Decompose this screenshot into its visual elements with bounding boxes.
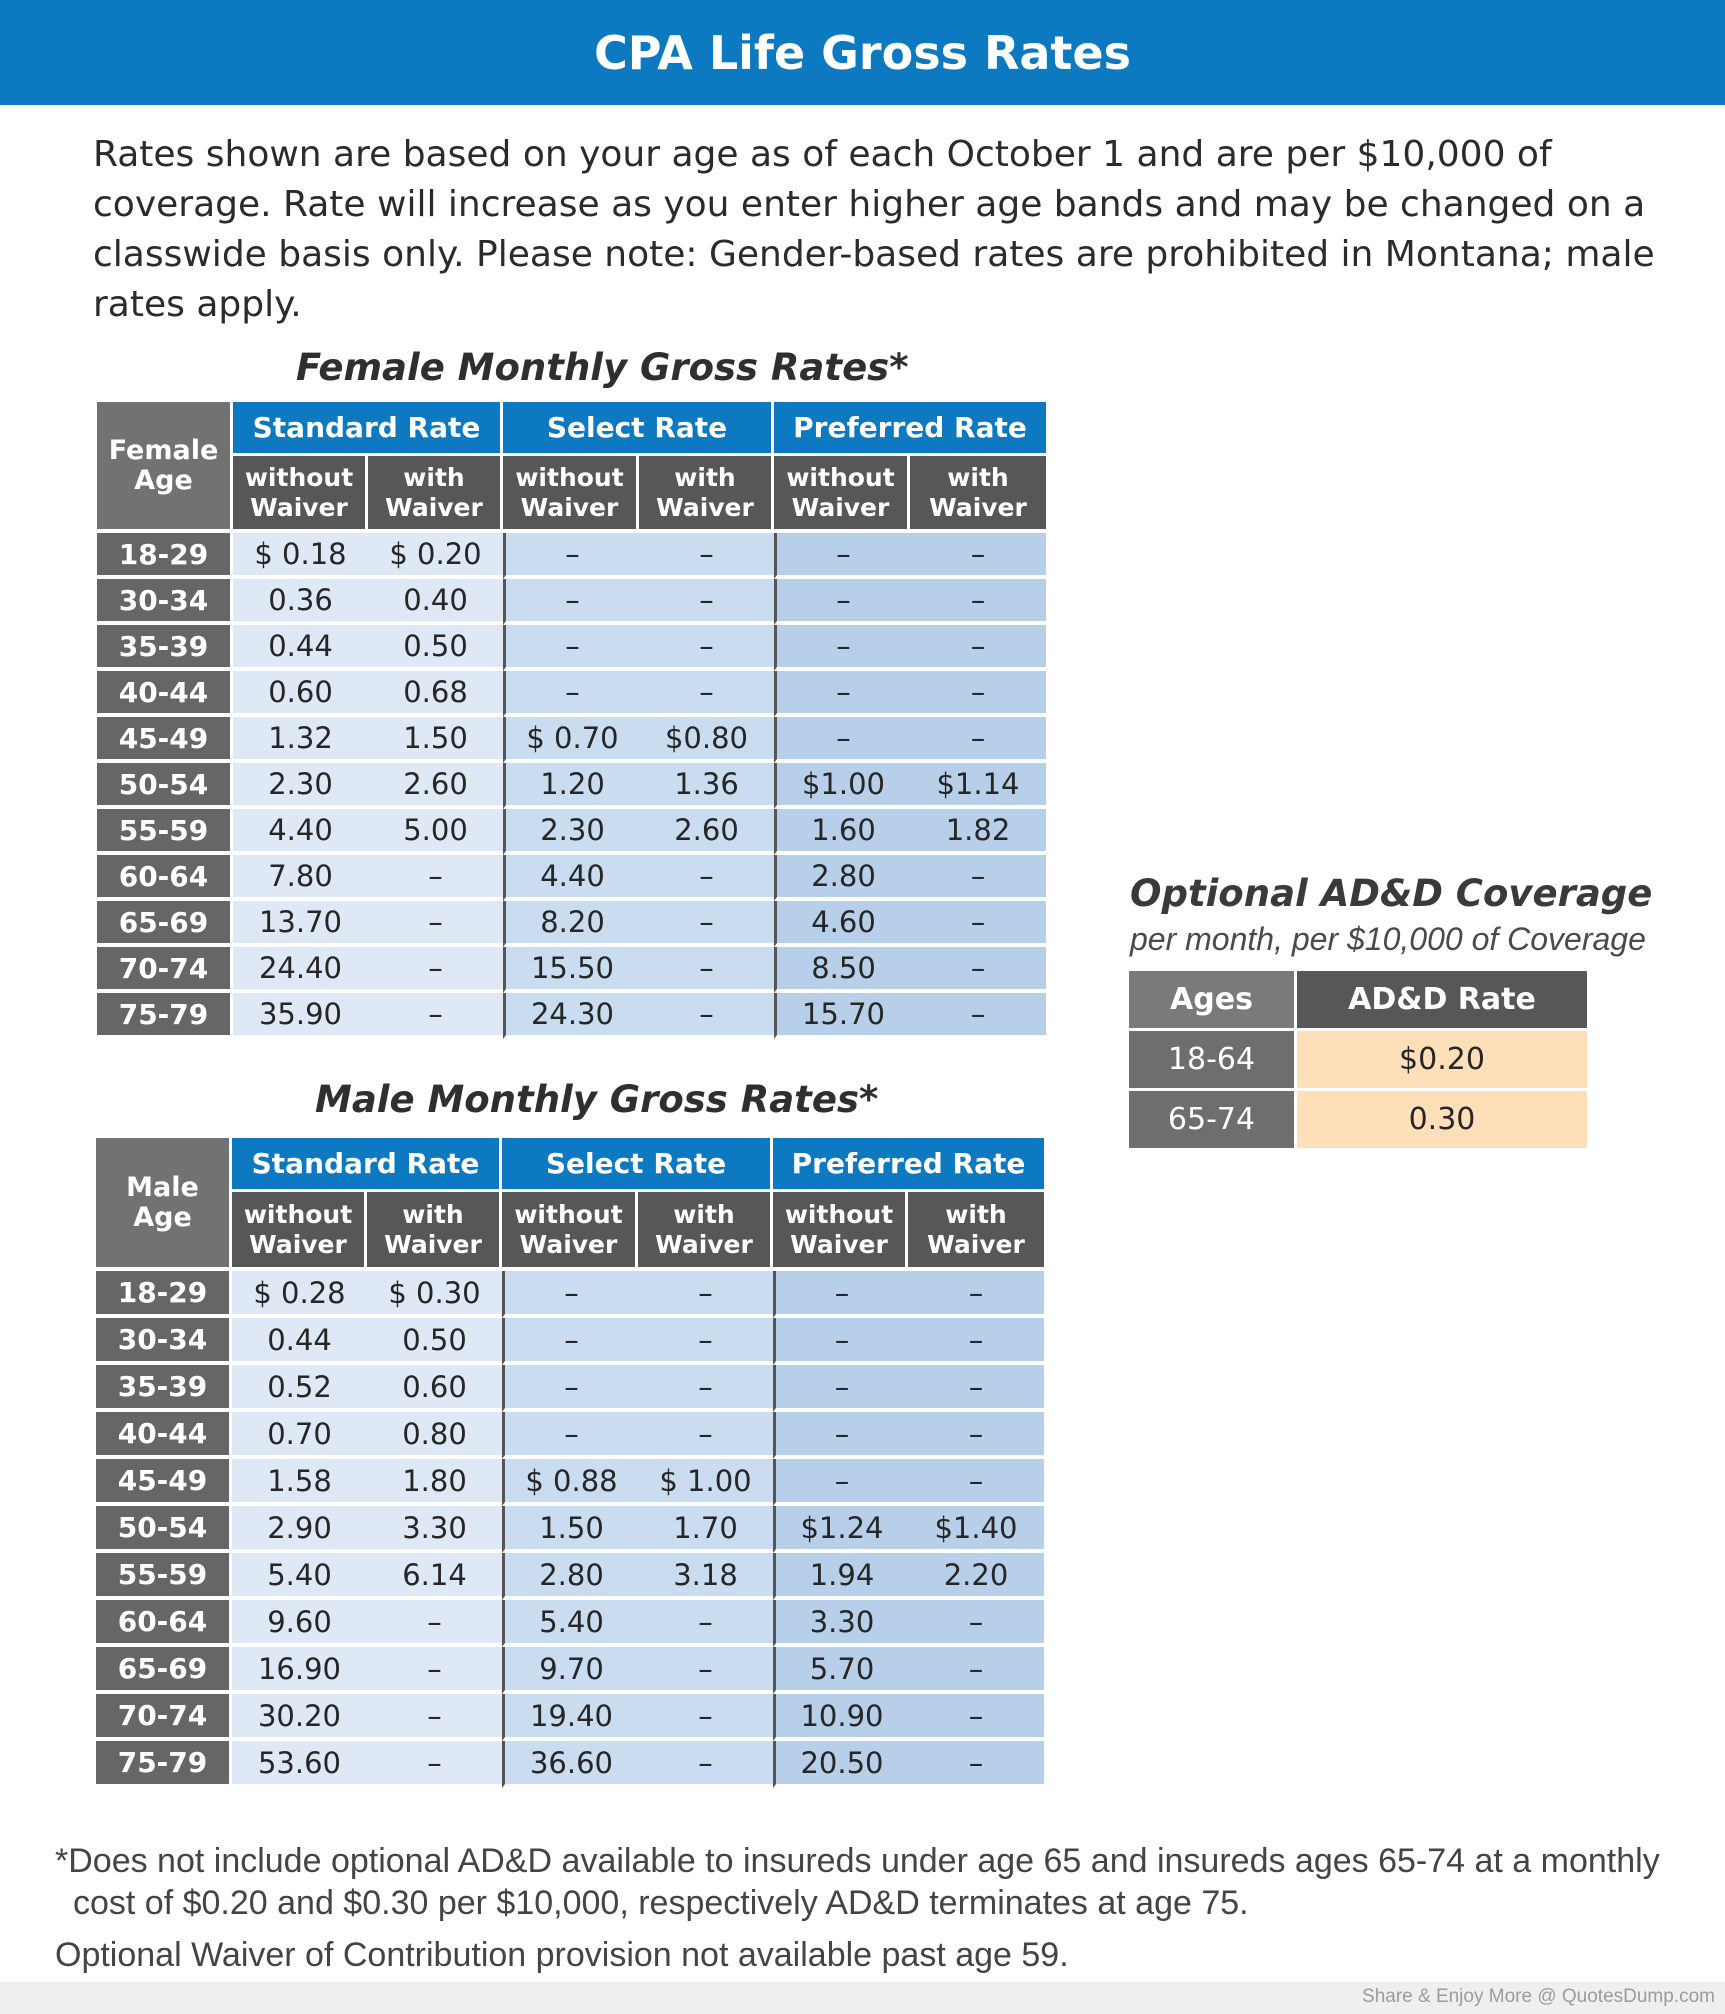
sub-header-standard-without — [233, 456, 368, 533]
rate-cell-preferred-without: 20.50 — [773, 1741, 908, 1788]
rate-cell-select-with: – — [638, 1412, 773, 1459]
rate-cell-standard-without: 2.90 — [232, 1506, 367, 1553]
sub-header-line: with — [945, 1199, 1007, 1229]
rate-cell-preferred-with: – — [908, 1412, 1044, 1459]
sub-header-standard-with — [367, 1192, 502, 1271]
rate-cell-preferred-with: – — [908, 1459, 1044, 1506]
add-age-cell: 65-74 — [1129, 1091, 1297, 1151]
rate-cell-standard-with: – — [368, 993, 503, 1039]
female-table-body — [97, 533, 1046, 1039]
sub-header-select-without — [502, 1192, 638, 1271]
rate-cell-preferred-with: – — [908, 1271, 1044, 1318]
table-row — [97, 717, 1046, 763]
rate-cell-select-without: 4.40 — [503, 855, 639, 901]
rate-cell-preferred-without: 15.70 — [774, 993, 910, 1039]
rate-cell-standard-without: 0.44 — [232, 1318, 367, 1365]
sub-header-preferred-with — [908, 1192, 1044, 1271]
add-coverage-title: Optional AD&D Coverage — [1130, 872, 1653, 915]
table-row — [97, 671, 1046, 717]
table-row — [96, 1741, 1044, 1788]
rate-cell-standard-with: – — [368, 901, 503, 947]
rate-cell-preferred-with: – — [910, 901, 1046, 947]
rate-cell-standard-without: 0.36 — [233, 579, 368, 625]
rate-cell-preferred-with: – — [908, 1647, 1044, 1694]
rate-cell-standard-with: 0.60 — [367, 1365, 502, 1412]
rate-cell-select-without: – — [502, 1271, 638, 1318]
rate-cell-select-without: – — [502, 1365, 638, 1412]
rate-cell-standard-with: – — [367, 1694, 502, 1741]
rate-cell-select-without: 1.20 — [503, 763, 639, 809]
rate-cell-standard-without: 1.58 — [232, 1459, 367, 1506]
table-row — [97, 625, 1046, 671]
sub-header-line: without — [784, 1199, 894, 1229]
standard-rate-header: Standard Rate — [232, 1138, 502, 1192]
page-title: CPA Life Gross Rates — [593, 25, 1132, 80]
sub-header-select-without — [503, 456, 639, 533]
rate-cell-select-with: – — [638, 1271, 773, 1318]
age-band-cell: 30-34 — [97, 579, 233, 625]
sub-header-preferred-without — [773, 1192, 908, 1271]
rate-cell-select-without: 36.60 — [502, 1741, 638, 1788]
table-row — [96, 1694, 1044, 1741]
age-header-line-2: Age — [134, 464, 193, 496]
age-band-cell: 75-79 — [97, 993, 233, 1039]
age-band-cell: 35-39 — [97, 625, 233, 671]
rate-cell-select-without: $ 0.70 — [503, 717, 639, 763]
age-band-cell: 35-39 — [96, 1365, 232, 1412]
footnote-add: *Does not include optional AD&D available to insureds under age 65 and insureds ages 65-74 at a monthly cost of $0.20 and $0.30 per $10,000, respectively AD&D terminates at age 75. — [55, 1842, 1660, 1922]
rate-cell-select-without: $ 0.88 — [502, 1459, 638, 1506]
age-column-header — [97, 402, 233, 533]
rate-cell-standard-without: 16.90 — [232, 1647, 367, 1694]
rate-cell-select-without: – — [503, 533, 639, 579]
sub-header-line: without — [244, 462, 354, 492]
rate-cell-select-with: – — [639, 625, 774, 671]
table-row — [96, 1553, 1044, 1600]
sub-header-line: without — [243, 1199, 353, 1229]
page-title-banner — [0, 0, 1725, 105]
table-row — [96, 1647, 1044, 1694]
male-table-title: Male Monthly Gross Rates* — [315, 1078, 879, 1121]
rate-cell-standard-without: 30.20 — [232, 1694, 367, 1741]
rate-cell-select-with: – — [638, 1318, 773, 1365]
rate-cell-select-without: – — [503, 579, 639, 625]
rate-cell-standard-without: 7.80 — [233, 855, 368, 901]
rate-cell-preferred-with: – — [910, 625, 1046, 671]
sub-header-preferred-without — [774, 456, 910, 533]
rate-cell-preferred-with: – — [908, 1694, 1044, 1741]
age-band-cell: 55-59 — [97, 809, 233, 855]
table-row — [96, 1600, 1044, 1647]
rate-cell-standard-with: $ 0.20 — [368, 533, 503, 579]
rate-cell-standard-with: 6.14 — [367, 1553, 502, 1600]
age-band-cell: 30-34 — [96, 1318, 232, 1365]
table-row — [97, 809, 1046, 855]
rate-cell-preferred-with: – — [910, 717, 1046, 763]
rate-cell-standard-with: – — [368, 855, 503, 901]
rate-cell-preferred-without: – — [774, 625, 910, 671]
add-rate-header: AD&D Rate — [1297, 971, 1587, 1031]
rate-cell-select-with: – — [639, 533, 774, 579]
table-row — [97, 855, 1046, 901]
rate-cell-standard-with: 0.50 — [367, 1318, 502, 1365]
rate-cell-standard-with: $ 0.30 — [367, 1271, 502, 1318]
age-band-cell: 50-54 — [97, 763, 233, 809]
age-band-cell: 60-64 — [96, 1600, 232, 1647]
rate-cell-preferred-without: – — [773, 1365, 908, 1412]
rate-cell-standard-without: 0.60 — [233, 671, 368, 717]
rate-cell-preferred-without: 3.30 — [773, 1600, 908, 1647]
rate-cell-select-with: – — [638, 1741, 773, 1788]
rate-cell-preferred-with: $1.14 — [910, 763, 1046, 809]
sub-header-line: Waiver — [249, 1229, 347, 1259]
sub-header-line: with — [947, 462, 1009, 492]
table-row — [1129, 1091, 1587, 1151]
table-row — [97, 533, 1046, 579]
sub-header-line: Waiver — [250, 492, 348, 522]
sub-header-line: with — [403, 462, 465, 492]
rate-cell-preferred-without: $1.24 — [773, 1506, 908, 1553]
rate-cell-preferred-with: – — [908, 1365, 1044, 1412]
sub-header-line: with — [674, 462, 736, 492]
table-row — [97, 579, 1046, 625]
rate-cell-select-without: 8.20 — [503, 901, 639, 947]
rate-cell-preferred-with: – — [910, 855, 1046, 901]
rate-cell-select-with: – — [639, 855, 774, 901]
rate-cell-standard-with: – — [367, 1647, 502, 1694]
rate-cell-preferred-without: – — [774, 533, 910, 579]
rate-cell-preferred-with: – — [910, 671, 1046, 717]
rate-cell-standard-with: 0.80 — [367, 1412, 502, 1459]
rate-cell-standard-without: 5.40 — [232, 1553, 367, 1600]
table-row — [97, 763, 1046, 809]
age-band-cell: 45-49 — [96, 1459, 232, 1506]
rate-cell-select-without: – — [502, 1412, 638, 1459]
rate-cell-standard-with: – — [367, 1741, 502, 1788]
sub-header-line: Waiver — [790, 1229, 888, 1259]
rate-cell-preferred-without: 4.60 — [774, 901, 910, 947]
select-rate-header: Select Rate — [503, 402, 774, 456]
rate-cell-standard-without: 35.90 — [233, 993, 368, 1039]
rate-cell-preferred-with: – — [908, 1318, 1044, 1365]
intro-text: Rates shown are based on your age as of each October 1 and are per $10,000 of coverage. Rate will increase as you enter higher age bands and may be changed on a classwide basis only. Please note: Gender-based rates are prohibited in Montana; male rates apply. — [93, 134, 1655, 325]
rate-cell-select-with: $ 1.00 — [638, 1459, 773, 1506]
sub-header-line: with — [402, 1199, 464, 1229]
age-band-cell: 40-44 — [96, 1412, 232, 1459]
age-header-line-2: Age — [133, 1201, 192, 1233]
rate-cell-preferred-without: 8.50 — [774, 947, 910, 993]
rate-cell-select-with: – — [638, 1694, 773, 1741]
rate-cell-preferred-without: 10.90 — [773, 1694, 908, 1741]
table-row — [1129, 1031, 1587, 1091]
rate-cell-select-without: – — [502, 1318, 638, 1365]
rate-cell-preferred-without: – — [774, 717, 910, 763]
sub-header-line: with — [673, 1199, 735, 1229]
male-table-body — [96, 1271, 1044, 1788]
rate-cell-select-with: 3.18 — [638, 1553, 773, 1600]
select-rate-header: Select Rate — [502, 1138, 773, 1192]
rate-cell-preferred-with: 2.20 — [908, 1553, 1044, 1600]
rate-cell-preferred-without: $1.00 — [774, 763, 910, 809]
rate-cell-preferred-without: 2.80 — [774, 855, 910, 901]
rate-cell-select-without: 19.40 — [502, 1694, 638, 1741]
rate-cell-select-with: – — [639, 671, 774, 717]
sub-header-select-with — [638, 1192, 773, 1271]
add-rate-cell: 0.30 — [1297, 1091, 1587, 1151]
sub-header-preferred-with — [910, 456, 1046, 533]
sub-header-standard-without — [232, 1192, 367, 1271]
age-band-cell: 70-74 — [97, 947, 233, 993]
rate-cell-preferred-without: 5.70 — [773, 1647, 908, 1694]
rate-cell-preferred-with: – — [910, 533, 1046, 579]
rate-cell-standard-without: 1.32 — [233, 717, 368, 763]
rate-cell-select-with: – — [639, 901, 774, 947]
rate-cell-standard-without: 0.70 — [232, 1412, 367, 1459]
age-band-cell: 65-69 — [96, 1647, 232, 1694]
age-band-cell: 65-69 — [97, 901, 233, 947]
sub-header-line: Waiver — [519, 1229, 618, 1259]
rate-cell-standard-without: 9.60 — [232, 1600, 367, 1647]
female-rates-table — [97, 402, 1046, 1039]
rate-cell-preferred-without: – — [773, 1412, 908, 1459]
age-band-cell: 45-49 — [97, 717, 233, 763]
female-table-title: Female Monthly Gross Rates* — [296, 346, 909, 389]
rate-cell-preferred-with: 1.82 — [910, 809, 1046, 855]
table-row — [96, 1318, 1044, 1365]
sub-header-line: without — [514, 1199, 623, 1229]
rate-cell-select-without: 5.40 — [502, 1600, 638, 1647]
sub-header-line: Waiver — [927, 1229, 1025, 1259]
sub-header-line: Waiver — [655, 1229, 753, 1259]
table-row — [97, 901, 1046, 947]
rate-cell-preferred-with: $1.40 — [908, 1506, 1044, 1553]
rate-cell-standard-with: 0.68 — [368, 671, 503, 717]
rate-cell-preferred-with: – — [910, 579, 1046, 625]
age-band-cell: 60-64 — [97, 855, 233, 901]
rate-cell-standard-without: $ 0.28 — [232, 1271, 367, 1318]
rate-cell-preferred-without: – — [773, 1459, 908, 1506]
rate-cell-select-with: – — [638, 1647, 773, 1694]
age-column-header — [96, 1138, 232, 1271]
add-rate-cell: $0.20 — [1297, 1031, 1587, 1091]
add-ages-header: Ages — [1129, 971, 1297, 1031]
age-header-line-1: Male — [126, 1171, 199, 1203]
add-rates-table — [1129, 971, 1587, 1151]
rate-cell-standard-without: 24.40 — [233, 947, 368, 993]
rate-cell-select-without: – — [503, 625, 639, 671]
rate-cell-preferred-without: – — [773, 1271, 908, 1318]
rate-cell-standard-with: 3.30 — [367, 1506, 502, 1553]
rate-cell-select-with: – — [638, 1600, 773, 1647]
table-row — [96, 1459, 1044, 1506]
sub-header-line: Waiver — [384, 1229, 482, 1259]
rate-cell-select-with: – — [638, 1365, 773, 1412]
rate-cell-standard-with: 0.40 — [368, 579, 503, 625]
rate-cell-preferred-without: – — [773, 1318, 908, 1365]
rate-cell-preferred-without: 1.94 — [773, 1553, 908, 1600]
rate-cell-standard-without: 0.44 — [233, 625, 368, 671]
sub-header-standard-with — [368, 456, 503, 533]
rate-cell-select-without: 9.70 — [502, 1647, 638, 1694]
rate-cell-select-with: $0.80 — [639, 717, 774, 763]
preferred-rate-header: Preferred Rate — [774, 402, 1046, 456]
sub-header-line: Waiver — [929, 492, 1027, 522]
rate-cell-select-without: 2.30 — [503, 809, 639, 855]
rate-cell-preferred-with: – — [908, 1600, 1044, 1647]
rate-cell-select-with: – — [639, 993, 774, 1039]
rate-cell-standard-without: 4.40 — [233, 809, 368, 855]
sub-header-line: Waiver — [385, 492, 483, 522]
add-age-cell: 18-64 — [1129, 1031, 1297, 1091]
rate-cell-preferred-with: – — [910, 947, 1046, 993]
rate-cell-select-without: 1.50 — [502, 1506, 638, 1553]
age-band-cell: 70-74 — [96, 1694, 232, 1741]
table-row — [96, 1365, 1044, 1412]
rate-cell-select-with: 1.70 — [638, 1506, 773, 1553]
age-band-cell: 40-44 — [97, 671, 233, 717]
table-row — [96, 1412, 1044, 1459]
rate-cell-standard-with: 1.80 — [367, 1459, 502, 1506]
age-band-cell: 75-79 — [96, 1741, 232, 1788]
rate-cell-standard-without: 13.70 — [233, 901, 368, 947]
add-coverage-subtitle: per month, per $10,000 of Coverage — [1130, 921, 1646, 957]
rate-cell-select-with: 1.36 — [639, 763, 774, 809]
male-rates-table — [96, 1138, 1044, 1788]
rate-cell-preferred-without: – — [774, 671, 910, 717]
table-row — [97, 993, 1046, 1039]
age-band-cell: 55-59 — [96, 1553, 232, 1600]
rate-cell-standard-with: – — [367, 1600, 502, 1647]
age-band-cell: 18-29 — [97, 533, 233, 579]
footnote-waiver: Optional Waiver of Contribution provision not available past age 59. — [55, 1936, 1069, 1974]
rate-cell-standard-without: $ 0.18 — [233, 533, 368, 579]
rate-cell-select-with: 2.60 — [639, 809, 774, 855]
watermark-text: Share & Enjoy More @ QuotesDump.com — [1362, 1986, 1715, 2007]
preferred-rate-header: Preferred Rate — [773, 1138, 1044, 1192]
rate-cell-standard-with: 0.50 — [368, 625, 503, 671]
sub-header-line: Waiver — [656, 492, 754, 522]
rate-cell-select-without: 2.80 — [502, 1553, 638, 1600]
table-row — [96, 1506, 1044, 1553]
sub-header-line: Waiver — [520, 492, 619, 522]
table-row — [97, 947, 1046, 993]
age-header-line-1: Female — [108, 434, 219, 466]
rate-cell-preferred-with: – — [908, 1741, 1044, 1788]
rate-cell-standard-with: 1.50 — [368, 717, 503, 763]
sub-header-line: without — [515, 462, 624, 492]
rate-cell-standard-without: 2.30 — [233, 763, 368, 809]
rate-cell-standard-with: – — [368, 947, 503, 993]
rate-cell-select-without: 15.50 — [503, 947, 639, 993]
rate-cell-preferred-without: 1.60 — [774, 809, 910, 855]
rate-cell-standard-with: 5.00 — [368, 809, 503, 855]
rate-cell-preferred-without: – — [774, 579, 910, 625]
sub-header-select-with — [639, 456, 774, 533]
table-row — [96, 1271, 1044, 1318]
rate-cell-select-without: – — [503, 671, 639, 717]
standard-rate-header: Standard Rate — [233, 402, 503, 456]
rate-cell-standard-without: 0.52 — [232, 1365, 367, 1412]
age-band-cell: 18-29 — [96, 1271, 232, 1318]
rate-cell-standard-without: 53.60 — [232, 1741, 367, 1788]
age-band-cell: 50-54 — [96, 1506, 232, 1553]
sub-header-line: without — [786, 462, 895, 492]
rate-cell-select-without: 24.30 — [503, 993, 639, 1039]
rate-cell-select-with: – — [639, 947, 774, 993]
rate-cell-standard-with: 2.60 — [368, 763, 503, 809]
rate-cell-preferred-with: – — [910, 993, 1046, 1039]
rate-cell-select-with: – — [639, 579, 774, 625]
sub-header-line: Waiver — [791, 492, 890, 522]
